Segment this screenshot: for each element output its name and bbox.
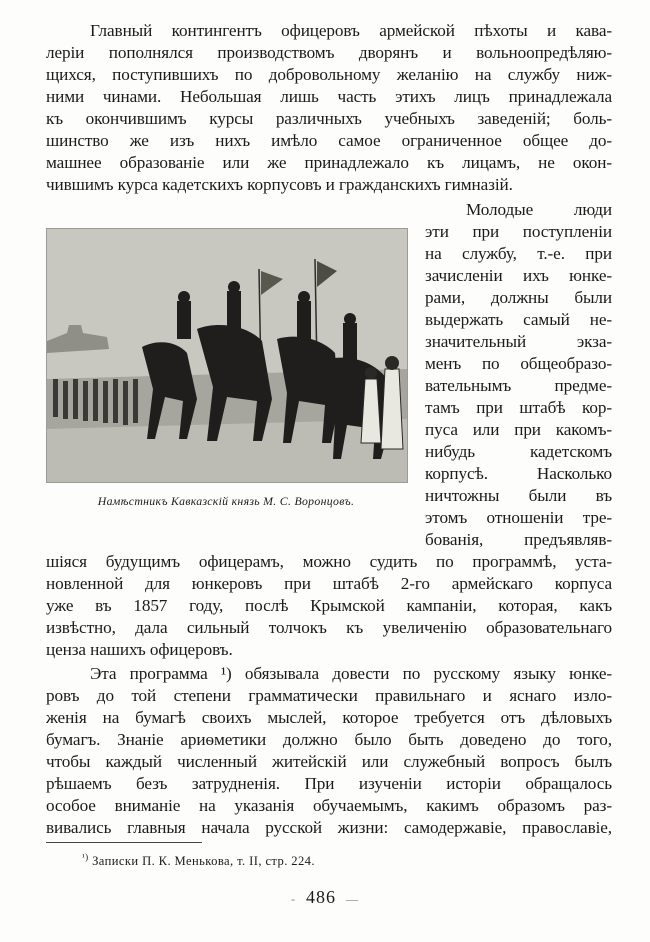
page-number-right-mark: — <box>346 892 359 906</box>
text-line: тамъ при штабѣ кор- <box>425 398 612 417</box>
footnote-rule <box>46 842 202 843</box>
page-number-value: 486 <box>306 887 336 907</box>
text-line: къ окончившимъ курсы различныхъ учебныхъ заведеній; боль- <box>46 109 612 128</box>
text-line: шіяся будущимъ офицерамъ, можно судить по программѣ, уста- <box>46 552 612 571</box>
text-line: вивались главныя начала русской жизни: самодержавіе, православіе, <box>46 818 612 837</box>
text-line: ничтожны были въ <box>425 486 612 505</box>
text-line: бумагъ. Знаніе ариѳметики должно было быть доведено до того, <box>46 730 612 749</box>
text-line: пуса или при какомъ- <box>425 420 612 439</box>
text-line: выдержать самый не- <box>425 310 612 329</box>
text-line: значительный экза- <box>425 332 612 351</box>
text-line: эти при поступленіи <box>425 222 612 241</box>
footnote-mark: ¹) <box>82 852 89 862</box>
footnote-text: Записки П. К. Менькова, т. II, стр. 224. <box>92 854 315 869</box>
text-line: нибудь кадетскомъ <box>425 442 612 461</box>
text-line: бованія, предъявляв- <box>425 530 612 549</box>
text-line: Молодые люди <box>466 200 612 219</box>
text-line: рѣшаемъ безъ затрудненія. При изученіи исторіи обращалось <box>46 774 612 793</box>
footnote <box>82 852 315 869</box>
text-line: Главный контингентъ офицеровъ армейской пѣхоты и кава- <box>90 21 612 40</box>
text-line: зачисленіи ихъ юнке- <box>425 266 612 285</box>
text-line: ними чинами. Небольшая лишь часть этихъ лицъ принадлежала <box>46 87 612 106</box>
page-number-left-mark: - <box>291 892 296 906</box>
text-line: новленной для юнкеровъ при штабѣ 2-го армейскаго корпуса <box>46 574 612 593</box>
page-number <box>0 887 650 908</box>
text-line: чтобы каждый численный житейскій или служебный вопросъ былъ <box>46 752 612 771</box>
engraving-scene <box>47 229 407 482</box>
text-line: щихся, поступившихъ по добровольному желанію на службу ниж- <box>46 65 612 84</box>
text-line: чившимъ курса кадетскихъ корпусовъ и гражданскихъ гимназій. <box>46 175 513 194</box>
figure-caption: Намѣстникъ Кавказскій князь М. С. Воронцовъ. <box>97 494 355 508</box>
text-line: менъ по общеобразо- <box>425 354 612 373</box>
text-line: уже въ 1857 году, послѣ Крымской кампаніи, которая, какъ <box>46 596 612 615</box>
illustration <box>46 228 408 483</box>
text-line: на службу, т.-е. при <box>425 244 612 263</box>
text-line: ценза нашихъ офицеровъ. <box>46 640 233 659</box>
text-line: машнее образованіе или же принадлежало къ лицамъ, не окон- <box>46 153 612 172</box>
text-line: леріи пополнялся производствомъ дворянъ и вольноопредѣляю- <box>46 43 612 62</box>
text-line: женія на бумагѣ своихъ мыслей, которое требуется отъ дѣловыхъ <box>46 708 612 727</box>
text-line: ровъ до той степени грамматически правильнаго и яснаго изло- <box>46 686 612 705</box>
text-line: извѣстно, дала сильный толчокъ къ увеличенію образовательнаго <box>46 618 612 637</box>
text-line: рами, должны были <box>425 288 612 307</box>
text-line: вательнымъ предме- <box>425 376 612 395</box>
text-line: этомъ отношеніи тре- <box>425 508 612 527</box>
text-line: Эта программа ¹) обязывала довести по русскому языку юнке- <box>90 664 612 683</box>
text-line: шинство же изъ нихъ имѣло самое ограниченное общее до- <box>46 131 612 150</box>
text-line: особое вниманіе на указанія обучаемымъ, какимъ образомъ раз- <box>46 796 612 815</box>
text-line: корпусѣ. Насколько <box>425 464 612 483</box>
